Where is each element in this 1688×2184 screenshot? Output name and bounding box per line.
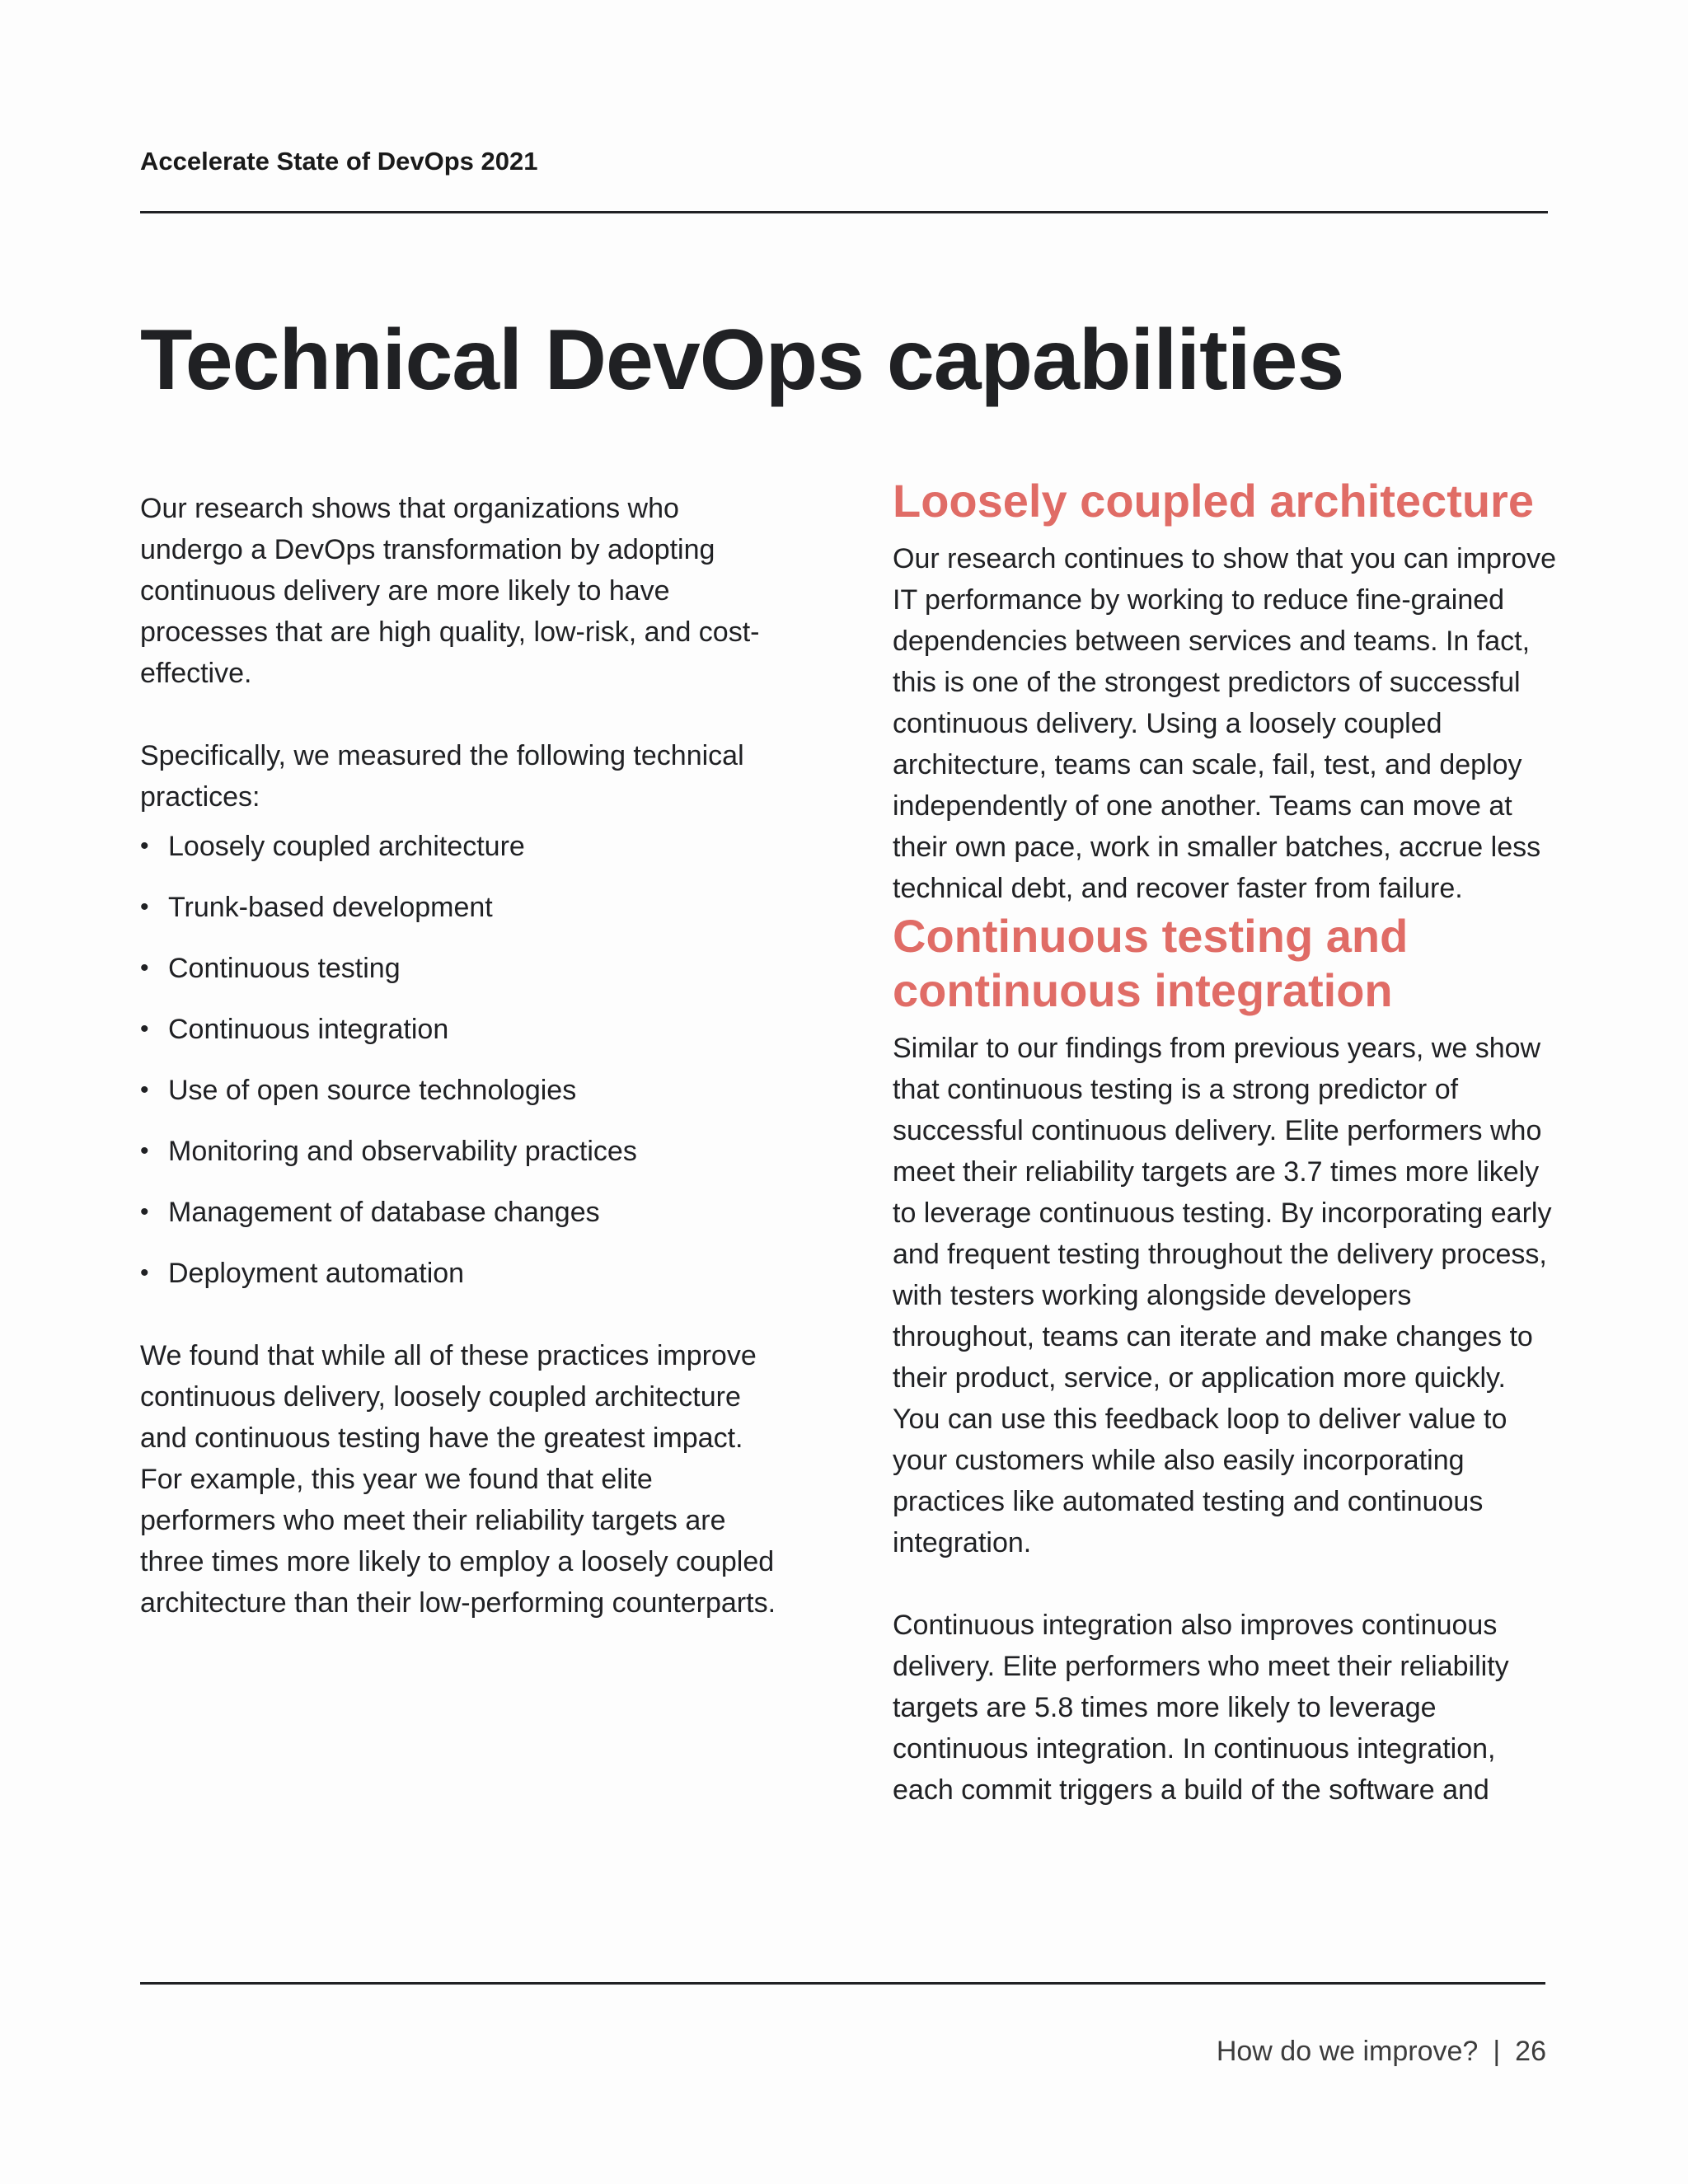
- list-item: • Deployment automation: [140, 1253, 783, 1294]
- bullet-icon: •: [140, 893, 149, 921]
- footer-divider: [140, 1982, 1545, 1985]
- left-column: [140, 488, 783, 1624]
- section-heading-architecture: Loosely coupled architecture: [893, 475, 1534, 527]
- list-item: • Use of open source technologies: [140, 1070, 783, 1111]
- practices-intro: Specifically, we measured the following technical practices:: [140, 740, 744, 813]
- testing-paragraph: Similar to our findings from previous years, we show that continuous testing is a strong predictor of successful continuous delivery. Elite performers who meet their reliability targets are 3.7 times more likely to leverage continuous testing. By incorporating early and frequent testing throughout the delivery process, with testers working alongside developers throughout, teams can iterate and make changes to their product, service, or application more quickly. You can use this feedback loop to deliver value to your customers while also easily incorporating practices like automated testing and continuous integration.: [893, 1033, 1552, 1558]
- bullet-icon: •: [140, 1015, 149, 1043]
- bullet-icon: •: [140, 1137, 149, 1165]
- header-divider: [140, 211, 1548, 213]
- architecture-paragraph: Our research continues to show that you can improve IT performance by working to reduce fine-grained dependencies between services and teams. In fact, this is one of the strongest predictors of successful continuous delivery. Using a loosely coupled architecture, teams can scale, fail, test, and deploy independently of one another. Teams can move at their own pace, work in smaller batches, accrue less technical debt, and recover faster from failure.: [893, 543, 1557, 904]
- bullet-icon: •: [140, 1198, 149, 1226]
- bullet-icon: •: [140, 832, 149, 860]
- bullet-icon: •: [140, 1259, 149, 1286]
- footer-section-label: How do we improve?: [1216, 2036, 1479, 2067]
- page-title: Technical DevOps capabilities: [140, 312, 1344, 408]
- list-item: • Trunk-based development: [140, 887, 783, 928]
- findings-paragraph: We found that while all of these practices improve continuous delivery, loosely coupled architecture and continuous testing have the greatest impact. For example, this year we found that elite performers who meet their reliability targets are three times more likely to employ a loosely coupled architecture than their low-performing counterparts.: [140, 1340, 776, 1619]
- list-item: • Loosely coupled architecture: [140, 826, 783, 867]
- intro-paragraph: Our research shows that organizations who undergo a DevOps transformation by adopting continuous delivery are more likely to have processes that are high quality, low-risk, and cost-effective.: [140, 493, 760, 689]
- page-number: 26: [1515, 2036, 1546, 2067]
- list-item: • Continuous integration: [140, 1009, 783, 1050]
- section-heading-testing-integration: Continuous testing and continuous integration: [893, 910, 1409, 1016]
- integration-paragraph: Continuous integration also improves continuous delivery. Elite performers who meet their reliability targets are 5.8 times more likely to leverage continuous integration. In continuous integration, each commit triggers a build of the software and: [893, 1610, 1509, 1806]
- bullet-icon: •: [140, 954, 149, 982]
- page-footer: [1217, 2036, 1546, 2068]
- list-item: • Management of database changes: [140, 1192, 783, 1233]
- footer-separator: |: [1493, 2036, 1501, 2067]
- list-item: • Monitoring and observability practices: [140, 1131, 783, 1172]
- list-item: • Continuous testing: [140, 948, 783, 989]
- practices-list: [140, 826, 783, 1294]
- running-header: Accelerate State of DevOps 2021: [140, 147, 538, 176]
- right-column: [893, 474, 1560, 1811]
- bullet-icon: •: [140, 1076, 149, 1104]
